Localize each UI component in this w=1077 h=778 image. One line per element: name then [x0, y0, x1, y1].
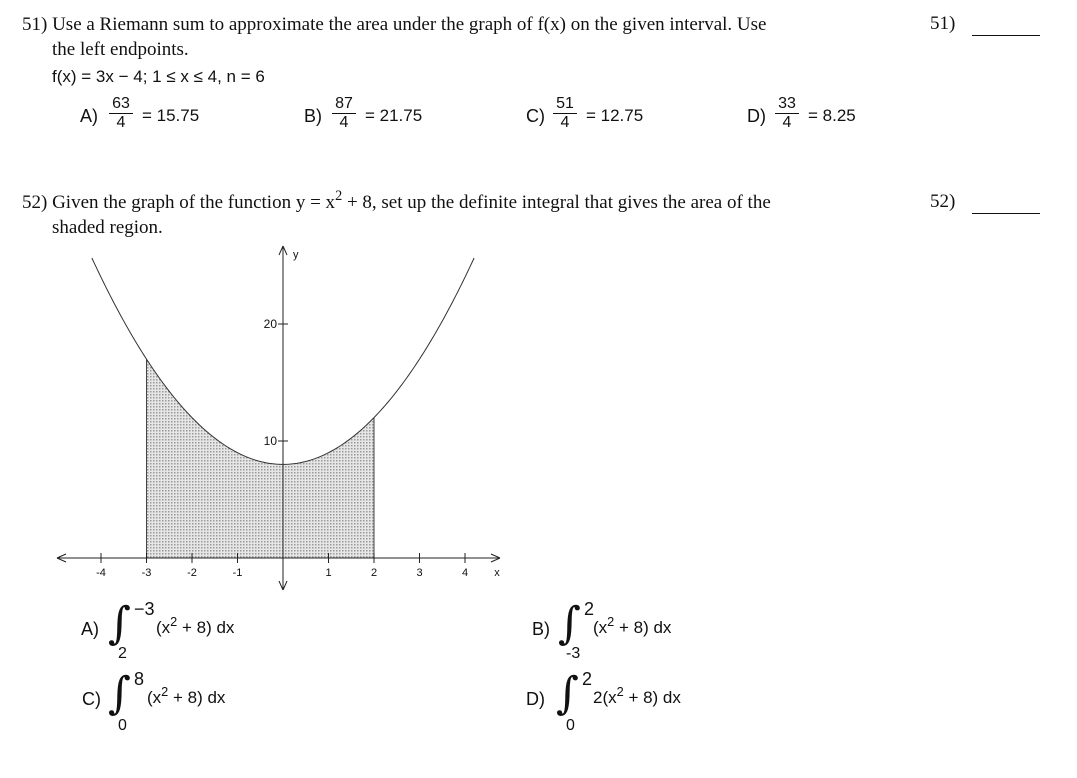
- q51-choice-c-numerator: 51: [556, 95, 574, 112]
- q52-choice-b-lower-limit: -3: [566, 645, 581, 662]
- q51-choice-a-label: A): [80, 106, 98, 126]
- y-tick-label: 10: [263, 434, 277, 448]
- q51-choice-a-numerator: 63: [112, 95, 130, 112]
- integral-sign-icon: ∫: [108, 668, 131, 719]
- q52-choice-d-lower-limit: 0: [566, 717, 575, 734]
- q51-choice-a-fraction: [106, 95, 136, 132]
- q51-answer-blank[interactable]: [972, 35, 1040, 36]
- y-tick-label: 20: [263, 317, 277, 331]
- q52-text-pre: 52) Given the graph of the function y = x: [22, 192, 336, 213]
- q52-choice-c-label: C): [82, 689, 101, 709]
- q51-choice-d-numerator: 33: [778, 95, 796, 112]
- q51-answer-label: 51): [930, 13, 956, 34]
- q51-choice-a-denominator: 4: [116, 114, 126, 131]
- q51-choice-a-value: = 15.75: [142, 106, 200, 125]
- q52-choice-d-label: D): [526, 689, 545, 709]
- q51-choice-b-denominator: 4: [339, 114, 349, 131]
- q52-text-line1: [22, 188, 771, 215]
- q52-choice-d-integrand: $2(x^2 + 8)$ dx: [593, 684, 681, 707]
- q52-answer-label: 52): [930, 191, 956, 212]
- q52-text-sup: 2: [335, 188, 343, 205]
- shaded-region: [147, 359, 375, 558]
- integral-sign-icon: ∫: [558, 598, 581, 649]
- q51-choice-d-fraction: [772, 95, 802, 132]
- q51-choice-c-label: C): [526, 106, 545, 126]
- q51-choice-d-value: = 8.25: [808, 106, 856, 125]
- x-axis-label: x: [494, 567, 500, 579]
- q52-answer-blank[interactable]: [972, 213, 1040, 214]
- q51-choice-b-label: B): [304, 106, 322, 126]
- q52-choice-c-integrand: $(x^2 + 8)$ dx: [147, 684, 226, 707]
- q51-choice-c-fraction: [550, 95, 580, 132]
- q52-choice-b-integrand: $(x^2 + 8)$ dx: [593, 614, 672, 637]
- x-tick-label: 2: [370, 567, 378, 579]
- q52-choice-b-upper-limit: 2: [584, 599, 595, 619]
- q52-choice-c-lower-limit: 0: [118, 717, 127, 734]
- q51-function: f(x) = 3x − 4; 1 ≤ x ≤ 4, n = 6: [52, 67, 265, 86]
- x-tick-label: -1: [232, 567, 243, 579]
- q52-choice-a-label: A): [81, 619, 99, 639]
- q52-text-line2: shaded region.: [52, 217, 163, 238]
- q51-choice-d-label: D): [747, 106, 766, 126]
- q52-choice-a-lower-limit: 2: [118, 645, 127, 662]
- q51-choice-c-value: = 12.75: [586, 106, 644, 125]
- x-tick-label: 1: [325, 567, 332, 579]
- integral-sign-icon: ∫: [108, 598, 131, 649]
- x-tick-label: 3: [416, 567, 423, 579]
- q52-choice-d-upper-limit: 2: [582, 669, 593, 689]
- q51-choice-b-value: = 21.75: [365, 106, 423, 125]
- x-tick-label: -3: [141, 567, 152, 579]
- x-tick-label: -2: [187, 567, 197, 579]
- q51-choice-c-denominator: 4: [560, 114, 570, 131]
- y-axis-label: y: [293, 249, 299, 261]
- x-tick-label: -4: [96, 567, 106, 579]
- parabola-graph: [0, 238, 520, 598]
- q51-text-line1: 51) Use a Riemann sum to approximate the area under the graph of f(x) on the given interval. Use: [22, 14, 767, 35]
- q52-choice-a-integrand: $(x^2 + 8)$ dx: [156, 614, 235, 637]
- q51-choice-b-numerator: 87: [335, 95, 353, 112]
- integral-sign-icon: ∫: [556, 668, 579, 719]
- q52-choice-a-upper-limit: −3: [134, 599, 155, 619]
- x-tick-label: 4: [461, 567, 469, 579]
- q51-choice-d-denominator: 4: [782, 114, 792, 131]
- q51-text-line2: the left endpoints.: [52, 39, 189, 60]
- q52-text-post: + 8, set up the definite integral that gives the area of the: [342, 192, 771, 213]
- q51-choice-b-fraction: [329, 95, 359, 132]
- q52-choice-b-label: B): [532, 619, 550, 639]
- q52-choice-c-upper-limit: 8: [134, 669, 145, 689]
